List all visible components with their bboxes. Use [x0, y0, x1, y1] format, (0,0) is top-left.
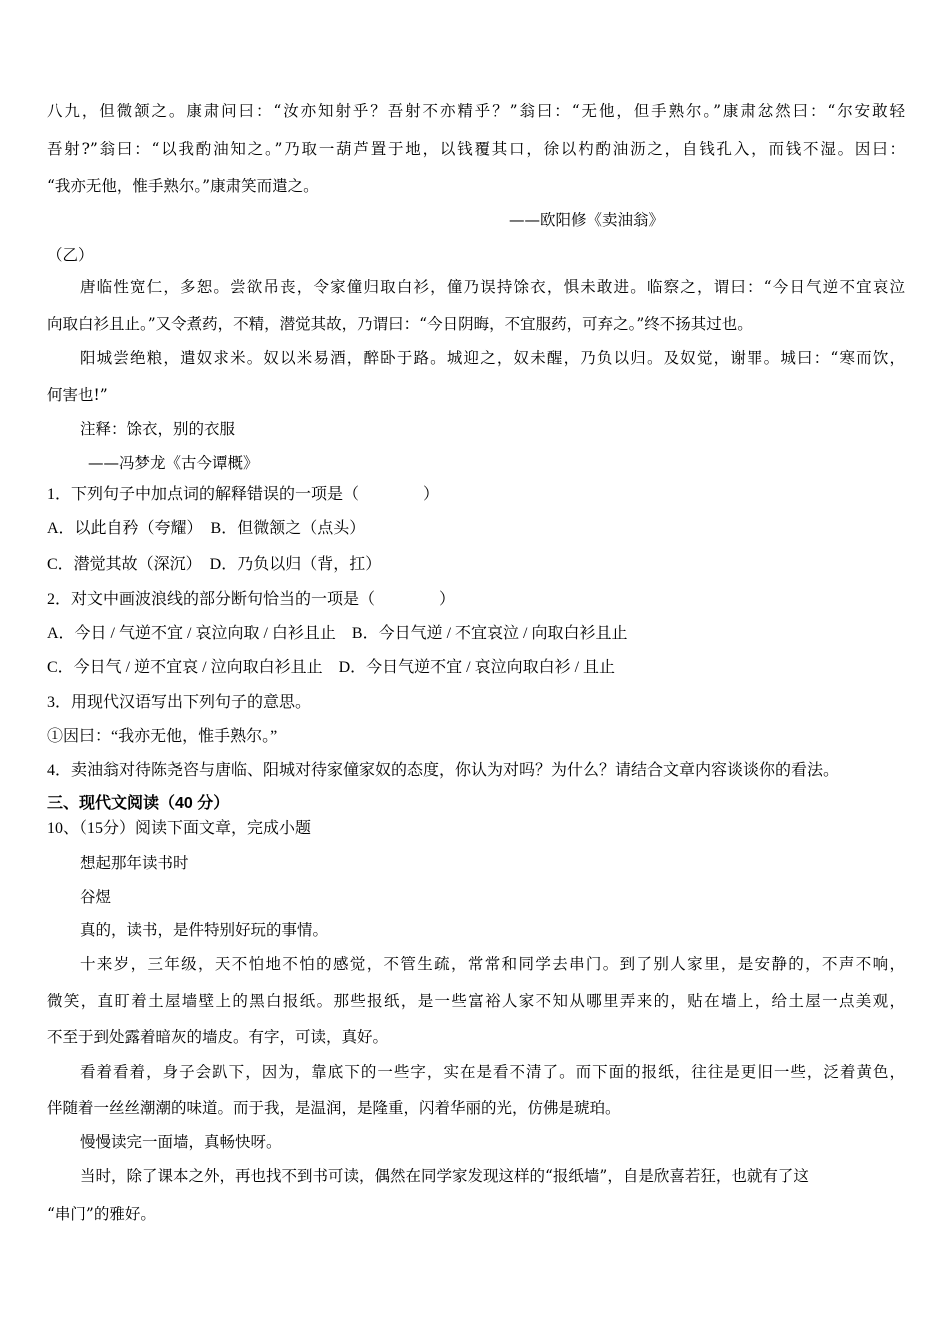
section-3-heading: 三、现代文阅读（40 分）	[47, 795, 230, 812]
passage-b-line-1: 唐临性宽仁，多恕。尝欲吊丧，令家僮归取白衫，僮乃误持馀衣，惧未敢进。临察之，谓曰：“今日气逆不宜哀泣	[80, 278, 905, 296]
question-1-options-cd: C．潜觉其故（深沉） D．乃负以归（背，扛）	[47, 556, 382, 573]
question-4-stem: 4．卖油翁对待陈尧咨与唐临、阳城对待家僮家奴的态度，你认为对吗？为什么？请结合文章内容谈谈你的看法。	[47, 762, 840, 779]
passage-b-source: ——冯梦龙《古今谭概》	[88, 454, 259, 472]
passage-b-line-2: 向取白衫且止。”又令煮药，不精，潜觉其故，乃谓曰：“今日阴晦，不宜服药，可弃之。”终不扬其过也。	[47, 315, 753, 333]
question-1-stem: 1．下列句子中加点词的解释错误的一项是（ ）	[47, 486, 440, 503]
article-paragraph-4: 慢慢读完一面墙，真畅快呀。	[80, 1133, 282, 1151]
question-1-options-ab: A．以此自矜（夸耀） B．但微颔之（点头）	[47, 520, 366, 537]
article-paragraph-2-line-2: 微笑，直盯着土屋墙壁上的黑白报纸。那些报纸，是一些富裕人家不知从哪里弄来的，贴在墙上，给土屋一点美观，	[47, 992, 905, 1010]
question-2-options-cd: C．今日气 / 逆不宜哀 / 泣向取白衫且止 D．今日气逆不宜 / 哀泣向取白衫 / 且止	[47, 659, 616, 676]
article-paragraph-1: 真的，读书，是件特别好玩的事情。	[80, 921, 329, 939]
passage-a-source: ——欧阳修《卖油翁》	[509, 211, 665, 229]
passage-a-line-2: 吾射?”翁曰：“以我酌油知之。”乃取一葫芦置于地，以钱覆其口，徐以杓酌油沥之，自钱孔入，而钱不湿。因曰：	[47, 140, 905, 158]
passage-b-note: 注释：馀衣，别的衣服	[80, 420, 236, 438]
question-10-intro: 10、（15分）阅读下面文章，完成小题	[47, 820, 312, 837]
article-paragraph-2-line-1: 十来岁，三年级，天不怕地不怕的感觉，不管生疏，常常和同学去串门。到了别人家里，是安静的，不声不响，	[80, 955, 905, 973]
question-2-options-ab: A．今日 / 气逆不宜 / 哀泣向取 / 白衫且止 B．今日气逆 / 不宜哀泣 / 向取白衫且止	[47, 625, 628, 642]
question-3-item: ①因曰：“我亦无他，惟手熟尔。”	[47, 728, 278, 745]
passage-b-line-3: 阳城尝绝粮，遣奴求米。奴以米易酒，醉卧于路。城迎之，奴未醒，乃负以归。及奴觉，谢罪。城曰：“寒而饮，	[80, 349, 905, 367]
article-paragraph-5-line-2: “串门”的雅好。	[47, 1205, 156, 1223]
article-paragraph-2-line-3: 不至于到处露着暗灰的墙皮。有字，可读，真好。	[47, 1028, 389, 1046]
passage-a-line-3: “我亦无他，惟手熟尔。”康肃笑而遣之。	[47, 177, 319, 195]
question-3-stem: 3．用现代汉语写出下列句子的意思。	[47, 694, 312, 711]
question-2-stem: 2．对文中画波浪线的部分断句恰当的一项是（ ）	[47, 591, 456, 608]
passage-b-line-4: 何害也!”	[47, 386, 108, 404]
article-title: 想起那年读书时	[80, 854, 189, 872]
passage-b-label: （乙）	[47, 246, 94, 264]
article-paragraph-3-line-1: 看着看着，身子会趴下，因为，靠底下的一些字，实在是看不清了。而下面的报纸，往往是更旧一些，泛着黄色，	[80, 1063, 905, 1081]
article-author: 谷煜	[80, 888, 112, 906]
article-paragraph-3-line-2: 伴随着一丝丝潮潮的味道。而于我，是温润，是隆重，闪着华丽的光，仿佛是琥珀。	[47, 1099, 621, 1117]
passage-a-line-1: 八九，但微颔之。康肃问曰：“汝亦知射乎？吾射不亦精乎？”翁曰：“无他，但手熟尔。”康肃忿然曰：“尔安敢轻	[47, 102, 905, 120]
article-paragraph-5-line-1: 当时，除了课本之外，再也找不到书可读，偶然在同学家发现这样的“报纸墙”，自是欣喜若狂，也就有了这	[80, 1167, 809, 1185]
